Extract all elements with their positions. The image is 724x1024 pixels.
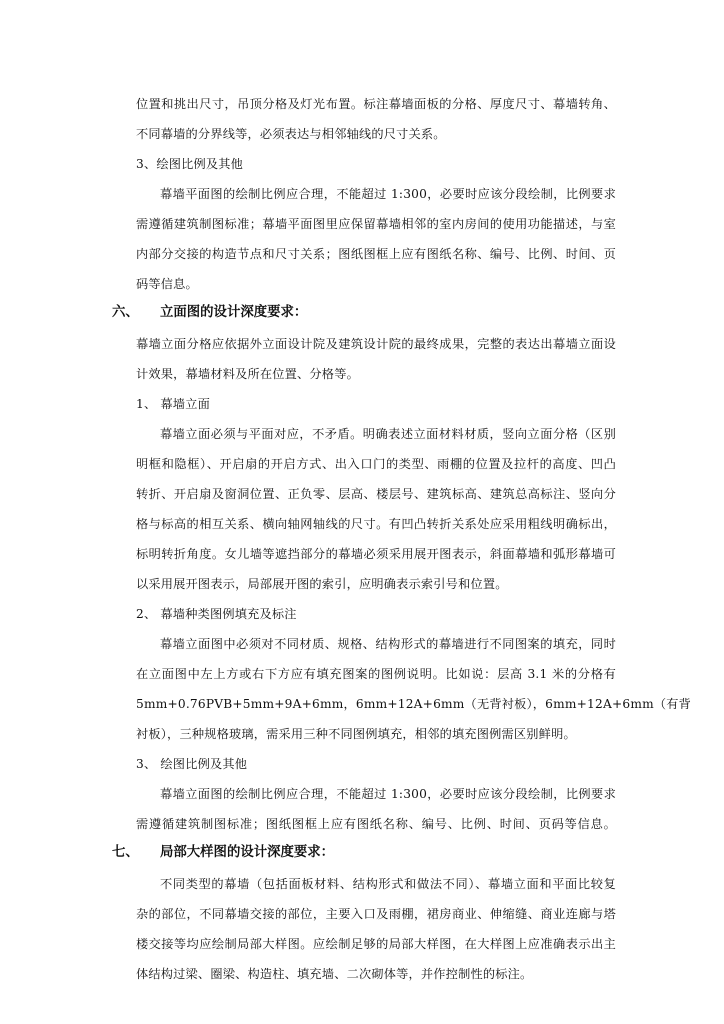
paragraph-line: 需遵循建筑制图标准；图纸图框上应有图纸名称、编号、比例、时间、页码等信息。 xyxy=(136,817,616,831)
paragraph-line: 格与标高的相互关系、横向轴网轴线的尺寸。有凹凸转折关系处应采用粗线明确标出， xyxy=(136,517,616,531)
subheading-legend-fill: 2、 幕墙种类图例填充及标注 xyxy=(136,607,297,621)
paragraph-line: 幕墙立面图中必须对不同材质、规格、结构形式的幕墙进行不同图案的填充，同时 xyxy=(160,637,616,651)
subheading-drawing-scale: 3、 绘图比例及其他 xyxy=(136,757,248,771)
paragraph-line: 计效果，幕墙材料及所在位置、分格等。 xyxy=(136,367,359,381)
paragraph-line: 标明转折角度。女儿墙等遮挡部分的幕墙必须采用展开图表示，斜面幕墙和弧形幕墙可 xyxy=(136,547,616,561)
paragraph-line: 5mm+0.76PVB+5mm+9A+6mm，6mm+12A+6mm（无背衬板），6mm+12A+6mm（有背 xyxy=(136,697,691,711)
paragraph-line: 在立面图中左上方或右下方应有填充图案的图例说明。比如说：层高 3.1 米的分格有 xyxy=(136,667,616,681)
paragraph-line: 衬板），三种规格玻璃，需采用三种不同图例填充，相邻的填充图例需区别鲜明。 xyxy=(136,727,576,741)
section-title: 立面图的设计深度要求： xyxy=(160,305,308,320)
paragraph-line: 不同类型的幕墙（包括面板材料、结构形式和做法不同）、幕墙立面和平面比较复 xyxy=(160,877,616,891)
section-title: 局部大样图的设计深度要求： xyxy=(160,845,335,860)
paragraph-line: 位置和挑出尺寸，吊顶分格及灯光布置。标注幕墙面板的分格、厚度尺寸、幕墙转角、 xyxy=(136,97,616,111)
paragraph-line: 需遵循建筑制图标准；幕墙平面图里应保留幕墙相邻的室内房间的使用功能描述，与室 xyxy=(136,217,616,231)
paragraph-line: 幕墙立面必须与平面对应，不矛盾。明确表述立面材料材质，竖向立面分格（区别 xyxy=(160,427,616,441)
paragraph-line: 幕墙立面图的绘制比例应合理，不能超过 1:300，必要时应该分段绘制，比例要求 xyxy=(160,787,616,801)
paragraph-line: 体结构过梁、圈梁、构造柱、填充墙、二次砌体等，并作控制性的标注。 xyxy=(136,967,533,981)
section-number: 六、 xyxy=(112,305,139,320)
paragraph-line: 楼交接等均应绘制局部大样图。应绘制足够的局部大样图，在大样图上应准确表示出主 xyxy=(136,937,616,951)
paragraph-line: 幕墙平面图的绘制比例应合理，不能超过 1:300，必要时应该分段绘制，比例要求 xyxy=(160,187,616,201)
section-number: 七、 xyxy=(112,845,139,860)
paragraph-line: 幕墙立面分格应依据外立面设计院及建筑设计院的最终成果，完整的表达出幕墙立面设 xyxy=(136,337,616,351)
paragraph-line: 不同幕墙的分界线等，必须表达与相邻轴线的尺寸关系。 xyxy=(136,127,446,141)
paragraph-line: 杂的部位，不同幕墙交接的部位，主要入口及雨棚，裙房商业、伸缩缝、商业连廊与塔 xyxy=(136,907,616,921)
subheading-elevation: 1、 幕墙立面 xyxy=(136,397,210,411)
paragraph-line: 以采用展开图表示，局部展开图的索引，应明确表示索引号和位置。 xyxy=(136,577,508,591)
subheading-drawing-scale: 3、绘图比例及其他 xyxy=(136,157,244,171)
paragraph-line: 转折、开启扇及窗洞位置、正负零、层高、楼层号、建筑标高、建筑总高标注、竖向分 xyxy=(136,487,616,501)
paragraph-line: 码等信息。 xyxy=(136,277,198,291)
paragraph-line: 内部分交接的构造节点和尺寸关系；图纸图框上应有图纸名称、编号、比例、时间、页 xyxy=(136,247,616,261)
paragraph-line: 明框和隐框）、开启扇的开启方式、出入口门的类型、雨棚的位置及拉杆的高度、凹凸 xyxy=(136,457,616,471)
